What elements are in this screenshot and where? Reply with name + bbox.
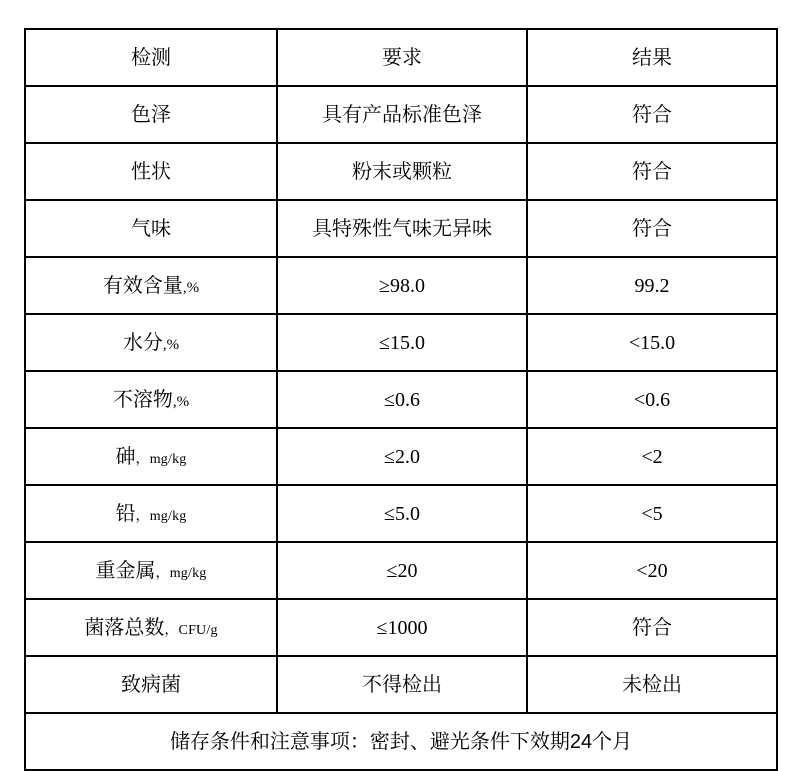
- cell-result: <15.0: [527, 314, 777, 371]
- item-unit: ，CFU/g: [164, 622, 218, 638]
- table-footer-row: [25, 713, 777, 770]
- item-label: 致病菌: [121, 673, 181, 696]
- item-unit: ,%: [162, 336, 180, 353]
- cell-result: <0.6: [527, 371, 777, 428]
- cell-item: [25, 656, 277, 713]
- table-row: [25, 200, 777, 257]
- item-label: 有效含量: [102, 274, 183, 297]
- cell-result: 符合: [527, 200, 777, 257]
- table-row: [25, 257, 777, 314]
- table-row: [25, 656, 777, 713]
- item-unit: ,%: [172, 393, 190, 410]
- table-row: [25, 485, 777, 542]
- table-row: [25, 314, 777, 371]
- item-label: 不溶物: [112, 388, 173, 411]
- item-label: 铅: [115, 502, 136, 525]
- table-row: [25, 86, 777, 143]
- cell-item: [25, 143, 277, 200]
- cell-item: [25, 86, 277, 143]
- cell-item: [25, 257, 277, 314]
- item-unit: ，mg/kg: [155, 565, 207, 581]
- cell-result: 99.2: [527, 257, 777, 314]
- cell-item: [25, 314, 277, 371]
- table-row: [25, 143, 777, 200]
- item-label: 水分: [122, 331, 163, 354]
- header-cell-item: 检测: [25, 29, 277, 86]
- item-label: 砷: [115, 445, 136, 468]
- cell-item: [25, 428, 277, 485]
- cell-requirement: ≤1000: [277, 599, 527, 656]
- cell-requirement: ≤2.0: [277, 428, 527, 485]
- cell-requirement: 具有产品标准色泽: [277, 86, 527, 143]
- header-cell-requirement: 要求: [277, 29, 527, 86]
- cell-item: [25, 542, 277, 599]
- cell-requirement: 不得检出: [277, 656, 527, 713]
- table-row: [25, 371, 777, 428]
- cell-result: <5: [527, 485, 777, 542]
- cell-result: 符合: [527, 143, 777, 200]
- cell-item: [25, 371, 277, 428]
- item-label: 色泽: [131, 103, 171, 126]
- table-row: [25, 542, 777, 599]
- cell-requirement: ≤20: [277, 542, 527, 599]
- cell-result: 符合: [527, 86, 777, 143]
- cell-requirement: ≤15.0: [277, 314, 527, 371]
- cell-result: 符合: [527, 599, 777, 656]
- item-unit: ，mg/kg: [135, 451, 187, 467]
- specification-table: [24, 28, 778, 771]
- item-label: 性状: [131, 160, 171, 183]
- table-row: [25, 599, 777, 656]
- table-header-row: [25, 29, 777, 86]
- cell-result: <20: [527, 542, 777, 599]
- cell-item: [25, 599, 277, 656]
- cell-requirement: ≤0.6: [277, 371, 527, 428]
- cell-result: <2: [527, 428, 777, 485]
- cell-requirement: ≥98.0: [277, 257, 527, 314]
- cell-result: 未检出: [527, 656, 777, 713]
- item-unit: ，mg/kg: [135, 508, 187, 524]
- cell-requirement: ≤5.0: [277, 485, 527, 542]
- cell-requirement: 粉末或颗粒: [277, 143, 527, 200]
- table-row: [25, 428, 777, 485]
- cell-item: [25, 485, 277, 542]
- item-label: 重金属: [95, 559, 156, 582]
- storage-note: 储存条件和注意事项：密封、避光条件下效期24个月: [25, 713, 777, 770]
- item-label: 气味: [131, 217, 171, 240]
- cell-item: [25, 200, 277, 257]
- header-cell-result: 结果: [527, 29, 777, 86]
- item-unit: ,%: [182, 279, 200, 296]
- cell-requirement: 具特殊性气味无异味: [277, 200, 527, 257]
- item-label: 菌落总数: [84, 616, 165, 639]
